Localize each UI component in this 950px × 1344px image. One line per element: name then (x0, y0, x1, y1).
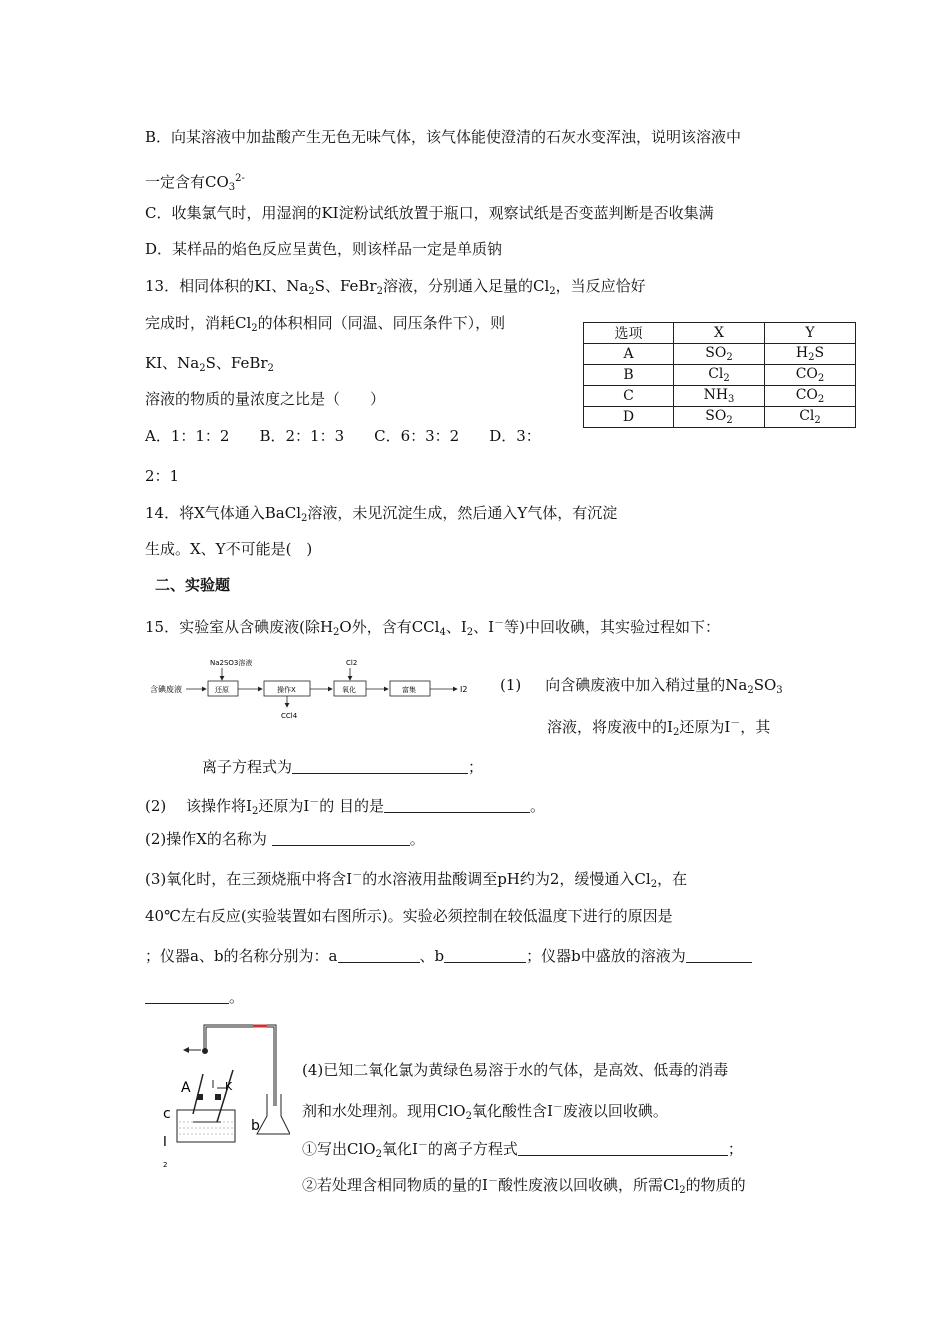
flow-box-enrich-label: 富集 (402, 686, 416, 694)
table-header: X (674, 323, 765, 344)
q13-options-cont: 2：1 (145, 467, 180, 485)
table-cell: $SO_2$ (674, 344, 765, 365)
flow-output-ccl4: CCl4 (281, 712, 298, 720)
table-cell: $Cl_2$ (765, 407, 856, 428)
q14-option-table (583, 322, 856, 428)
flow-box-reduce-label: 还原 (215, 686, 229, 694)
apparatus-label-a: A (181, 1080, 191, 1096)
q13-line2: 完成时，消耗$Cl_2$的体积相同（同温、同压条件下），则 (145, 314, 506, 334)
answer-blank[interactable] (292, 759, 468, 774)
flow-box-operation-x-label: 操作X (277, 686, 296, 694)
apparatus-label-2: 2 (163, 1161, 168, 1168)
table-cell: D (584, 407, 674, 428)
apparatus-label-b: b (251, 1118, 260, 1134)
q15-part4-line4: ②若处理含相同物质的量的I－酸性废液以回收碘，所需$Cl_2$的物质的 (302, 1176, 746, 1196)
q15-part1-line1: (1) 向含碘废液中加入稍过量的$Na_2SO_3$ (500, 676, 783, 696)
q15-intro: 15．实验室从含碘废液(除$H_2O$外，含有CCl$_4$、$I_2$、I－等)中回收碘，其实验过程如下： (145, 618, 720, 638)
table-cell: $NH_3$ (674, 386, 765, 407)
table-header: 选项 (584, 323, 674, 344)
table-cell: A (584, 344, 674, 365)
q15-part2a: (2) 该操作将$I_2$还原为I－的 目的是 。 (145, 797, 546, 817)
process-flow-diagram (150, 655, 480, 725)
table-cell: $CO_2$ (765, 386, 856, 407)
flow-reagent1-label: Na2SO3溶液 (210, 659, 253, 667)
flow-start-label: 含碘废液 (150, 685, 182, 694)
table-cell: $H_2S$ (765, 344, 856, 365)
q15-part2b: (2)操作X的名称为 。 (145, 830, 425, 848)
q14-line2: 生成。X、Y不可能是( ) (145, 540, 313, 558)
q15-part4-line3: ①写出ClO$_2$氧化I－的离子方程式 ； (302, 1140, 743, 1160)
answer-blank[interactable] (145, 989, 229, 1004)
table-row (584, 344, 856, 365)
q13-line1: 13．相同体积的KI、$Na_2S$、FeBr$_2$溶液，分别通入足量的$Cl_2$，当反应恰好 (145, 277, 646, 297)
q15-part4-line1: (4)已知二氧化氯为黄绿色易溶于水的气体，是高效、低毒的消毒 (302, 1061, 729, 1079)
table-row (584, 386, 856, 407)
flow-box-oxidize-label: 氧化 (342, 686, 356, 694)
answer-blank[interactable] (272, 831, 410, 846)
q15-part4-line2: 剂和水处理剂。现用ClO$_2$氧化酸性含I－废液以回收碘。 (302, 1102, 668, 1122)
q15-part3-line2: 40℃左右反应(实验装置如右图所示)。实验必须控制在较低温度下进行的原因是 (145, 907, 673, 925)
q12-option-b-line2: 一定含有$CO_3^{2-}$ (145, 173, 245, 193)
flow-reagent3-label: Cl2 (346, 659, 358, 667)
answer-blank[interactable] (686, 948, 752, 963)
q13-options: A．1：1：2 B．2：1：3 C．6：3：2 D．3： (145, 427, 541, 445)
apparatus-label-i: I (163, 1135, 167, 1150)
apparatus-diagram (155, 1018, 290, 1168)
q15-part3-line4: 。 (145, 987, 244, 1007)
table-row (584, 365, 856, 386)
table-cell: $CO_2$ (765, 365, 856, 386)
flow-end-label: I2 (460, 685, 468, 694)
q12-option-b-line1: B．向某溶液中加盐酸产生无色无味气体，该气体能使澄清的石灰水变浑浊，说明该溶液中 (145, 128, 742, 146)
q14-line1: 14．将X气体通入BaCl$_2$溶液，未见沉淀生成，然后通入Y气体，有沉淀 (145, 504, 618, 524)
section-title: 二、实验题 (155, 576, 231, 594)
apparatus-label-k: K (225, 1080, 233, 1093)
q12-option-d: D．某样品的焰色反应呈黄色，则该样品一定是单质钠 (145, 240, 503, 258)
table-header-row (584, 323, 856, 344)
table-cell: C (584, 386, 674, 407)
q13-line4: 溶液的物质的量浓度之比是（ ） (145, 390, 386, 408)
apparatus-label-c: c (163, 1106, 171, 1122)
answer-blank[interactable] (444, 948, 526, 963)
q15-part1-line3: 离子方程式为 ； (202, 758, 484, 776)
q15-part3-line3: ；仪器a、b的名称分别为：a 、b ；仪器b中盛放的溶液为 (145, 946, 752, 966)
table-row (584, 407, 856, 428)
answer-blank[interactable] (384, 798, 530, 813)
answer-blank[interactable] (338, 948, 420, 963)
answer-blank[interactable] (518, 1141, 728, 1156)
table-cell: $SO_2$ (674, 407, 765, 428)
table-cell: $Cl_2$ (674, 365, 765, 386)
q15-part1-line2: 溶液，将废液中的$I_2$还原为I－，其 (547, 718, 771, 738)
table-cell: B (584, 365, 674, 386)
q12-option-c: C．收集氯气时，用湿润的KI淀粉试纸放置于瓶口，观察试纸是否变蓝判断是否收集满 (145, 204, 714, 222)
table-header: Y (765, 323, 856, 344)
q13-line3: KI、$Na_2S$、FeBr$_2$ (145, 354, 274, 374)
q15-part3-line1: (3)氧化时，在三颈烧瓶中将含I－的水溶液用盐酸调至pH约为2，缓慢通入$Cl_2$，在 (145, 870, 688, 890)
